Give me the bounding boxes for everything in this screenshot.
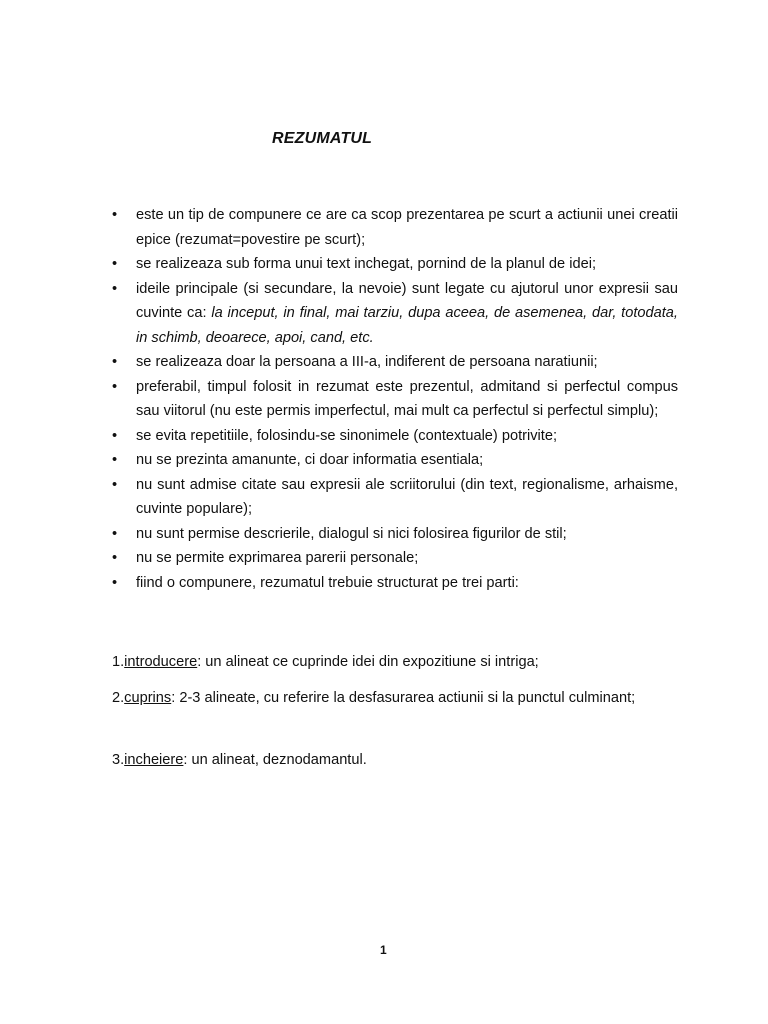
part-incheiere: 3.incheiere: un alineat, deznodamantul. <box>112 752 367 768</box>
bullet-icon: • <box>112 476 118 493</box>
part-term: introducere <box>124 654 198 670</box>
list-item: • se evita repetitiile, folosindu-se sinonimele (contextuale) potrivite; <box>112 424 678 449</box>
list-item: • nu se prezinta amanunte, ci doar informatia esentiala; <box>112 448 678 473</box>
list-item: • preferabil, timpul folosit in rezumat este prezentul, admitand si perfectul compus sau viitorul (nu este permis imperfectul, mai mult ca perfectul si perfectul simplu); <box>112 375 678 424</box>
list-item: • nu sunt admise citate sau expresii ale scriitorului (din text, regionalisme, arhaisme, cuvinte populare); <box>112 473 678 522</box>
list-item: • fiind o compunere, rezumatul trebuie structurat pe trei parti: <box>112 571 678 596</box>
part-cuprins: 2.cuprins: 2-3 alineate, cu referire la desfasurarea actiunii si la punctul culminant; <box>112 690 636 706</box>
list-item: • ideile principale (si secundare, la nevoie) sunt legate cu ajutorul unor expresii sau cuvinte ca: la inceput, in final, mai tarziu, dupa aceea, de asemenea, dar, totodata, in schimb, deoarece, apoi, cand, etc. <box>112 277 678 351</box>
list-item: • se realizeaza sub forma unui text inchegat, pornind de la planul de idei; <box>112 252 678 277</box>
bullet-icon: • <box>112 207 118 223</box>
page-number: 1 <box>380 943 387 957</box>
list-item: • nu se permite exprimarea parerii personale; <box>112 546 678 571</box>
bullet-icon: • <box>112 354 118 370</box>
bullet-icon: • <box>112 427 118 444</box>
bullet-icon: • <box>112 452 118 468</box>
bullet-icon: • <box>112 525 118 542</box>
part-term: cuprins <box>124 690 172 706</box>
bullet-icon: • <box>112 550 118 566</box>
bullet-icon: • <box>112 280 118 297</box>
list-item: • nu sunt permise descrierile, dialogul si nici folosirea figurilor de stil; <box>112 522 678 547</box>
page-title: REZUMATUL <box>272 130 373 147</box>
part-introducere: 1.introducere: un alineat ce cuprinde idei din expozitiune si intriga; <box>112 654 539 670</box>
italic-examples: la inceput, in final, mai tarziu, dupa aceea, de asemenea, dar, totodata, in schimb, deoarece, apoi, cand, etc. <box>136 305 678 346</box>
bullet-icon: • <box>112 378 118 395</box>
bullet-icon: • <box>112 256 118 272</box>
list-item: • este un tip de compunere ce are ca scop prezentarea pe scurt a actiunii unei creatii epice (rezumat=povestire pe scurt); <box>112 203 678 252</box>
bullet-icon: • <box>112 574 118 591</box>
part-term: incheiere <box>124 752 184 768</box>
bullet-list <box>112 203 678 595</box>
list-item: • se realizeaza doar la persoana a III-a, indiferent de persoana naratiunii; <box>112 350 678 375</box>
